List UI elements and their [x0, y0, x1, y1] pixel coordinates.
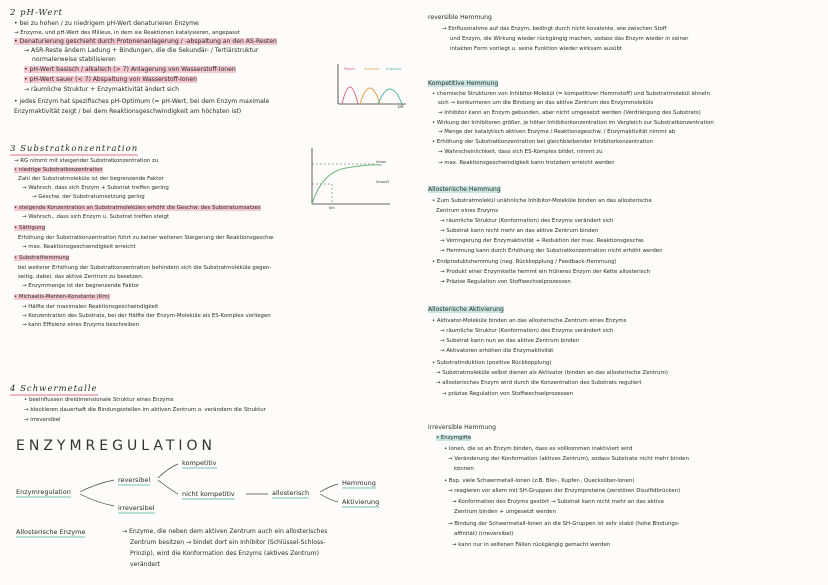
- regulation-connectors: [10, 454, 408, 514]
- komp-line: → Wahrscheinlichkeit, dass sich ES-Komplex bildet, nimmt zu: [438, 149, 603, 155]
- substrat-line: bei weiterer Erhöhung der Substratkonzentration behindern sich die Substratmoleküle gegen-: [18, 265, 272, 271]
- substrat-line: • steigende Konzentration an Substratmolekülen erhöht die Geschw. des Substratumsatzes: [14, 205, 261, 211]
- allo-a-line: → räumliche Struktur (Konformation) des Enzyms verändert sich: [440, 328, 614, 334]
- irrev-line: • Bsp. viele Schwermetall-Ionen (z.B. Blei-, Kupfer-, Quecksilber-Ionen): [444, 478, 635, 484]
- allo-a-line: → allosterisches Enzym wird durch die Konzentration des Substrats reguliert: [436, 380, 642, 386]
- allo-a-line: → Substrat kann nun an das aktive Zentrum binden: [440, 338, 580, 344]
- allo-h-heading: Allosterische Hemmung: [428, 186, 501, 193]
- substrat-line: → Hälfte der maximalen Reaktionsgeschwindigkeit: [22, 304, 159, 310]
- ph-line: → ASR-Reste ändern Ladung + Bindungen, die die Sekundär- / Tertiärstruktur: [24, 47, 259, 54]
- graph-label: Pepsin: [344, 67, 356, 71]
- graph-xlabel: pH: [398, 104, 404, 108]
- substrat-heading: 3 Substratkonzentration: [10, 144, 139, 154]
- graph-label: Km: [329, 206, 335, 210]
- irrev-line: → Bindung der Schwermetall-Ionen an die SH-Gruppen ist sehr stabil (hohe Bindungs-: [448, 521, 680, 527]
- irrev-line: • Ionen, die so an Enzym binden, dass es vollkommen inaktiviert wird: [444, 446, 633, 452]
- allo-h-line: → Produkt einer Enzymkette hemmt ein früheres Enzym der Kette allosterisch: [440, 269, 650, 275]
- regulation-root: Enzymregulation: [16, 488, 71, 496]
- allo-a-line: → Substratmoleküle selbst dienen als Aktivator (binden an das allosterische Zentrum): [436, 370, 668, 376]
- komp-line: • Wirkung der Inhibitoren größer, je höher Inhibitorkonzentration im Vergleich zur Substratkonzentration: [432, 120, 714, 126]
- rev-line: → Einflussnahme auf das Enzym, bedingt durch nicht kovalente, wie zwischen Stoff: [442, 26, 667, 32]
- substrat-line: • Sättigung: [14, 225, 46, 231]
- substrat-line: • Substrathemmung: [14, 255, 70, 261]
- regulation-hemmung: Hemmung: [342, 479, 376, 487]
- allo-h-line: • Zum Substratmolekül unähnliche Inhibitor-Moleküle binden an das allosterische: [432, 198, 652, 204]
- allo-h-line: → Verringerung der Enzymaktivität + Reduktion der max. Reaktionsgeschw.: [440, 238, 645, 244]
- ph-line: • jedes Enzym hat spezifisches pH-Optimum (= pH-Wert, bei dem Enzym maximale: [14, 98, 270, 105]
- komp-line: → max. Reaktionsgeschwindigkeit kann trotzdem erreicht werden: [438, 160, 615, 166]
- ph-line: normalerweise stabilisieren: [32, 56, 116, 63]
- metalle-heading: 4 Schwermetalle: [10, 384, 98, 394]
- substrat-line: seitig, dabei, das aktive Zentrum zu besetzen.: [18, 274, 144, 280]
- irrev-heading: irreversible Hemmung: [428, 424, 496, 431]
- allosteric-line: Prinzip), wird die Konformation des Enzyms (aktives Zentrum): [130, 550, 319, 557]
- graph-label: Arginase: [386, 67, 402, 71]
- allosteric-enzymes-label: Allosterische Enzyme: [16, 528, 86, 536]
- graph-label: Vmax: [376, 160, 387, 164]
- komp-line: → Inhibitor kann an Enzym gebunden, aber nicht umgesetzt werden (Verdrängung des Substrats): [438, 110, 701, 116]
- ph-line: → Enzyme, und pH-Wert des Milieus, in dem sie Reaktionen katalysieren, angepasst: [14, 30, 240, 36]
- substrat-line: → Geschw. der Substratumsetzung gering: [32, 194, 145, 200]
- komp-line: • Erhöhung der Substratkonzentration bei gleichbleibender Inhibitorkonzentration: [432, 139, 654, 145]
- rev-line: und Enzym, die Wirkung wieder rückgängig machen, sodass das Enzym wieder in seiner: [450, 36, 689, 42]
- allosteric-line: Zentrum besitzen → bindet dort ein Inhibitor (Schlüssel-Schloss-: [130, 539, 326, 546]
- regulation-aktivierung: Aktivierung: [342, 498, 380, 506]
- ph-line: • pH-Wert basisch / alkalisch (> 7) Anlagerung von Wasserstoff-Ionen: [24, 66, 236, 73]
- ph-line: • pH-Wert sauer (< 7) Abspaltung von Wasserstoff-Ionen: [24, 76, 197, 83]
- allo-a-line: • Substratinduktion (positive Rückkopplung): [432, 360, 552, 366]
- regulation-allosterisch: allosterisch: [272, 489, 310, 497]
- metalle-line: → blockieren dauerhaft die Bindungsstellen im aktiven Zentrum o. verändern die Struktur: [24, 407, 266, 413]
- rev-line: intakten Form vorliegt u. seine Funktion wieder wirksam ausübt: [450, 46, 622, 52]
- irrev-line: → reagieren vor allem mit SH-Gruppen der Enzymproteine (zerstören Disulfidbrücken): [448, 488, 681, 494]
- komp-line: sich → konkurrieren um die Bindung an das aktive Zentrum des Enzymmoleküls: [438, 100, 654, 106]
- substrat-line: → Enzymmenge ist der begrenzende Faktor: [22, 283, 140, 289]
- substrat-line: → Wahrsch. dass sich Enzym + Substrat treffen gering: [22, 185, 169, 191]
- regulation-nicht-kompetitiv: nicht kompetitiv: [182, 490, 235, 498]
- regulation-reversibel: reversibel: [118, 476, 151, 484]
- substrat-line: → kann Effizienz eines Enzyms beschreiben: [22, 322, 140, 328]
- allo-h-line: Zentrum eines Enzyms: [436, 208, 499, 214]
- metalle-line: → irreversibel: [24, 417, 61, 423]
- allo-a-heading: Allosterische Aktivierung: [428, 306, 504, 313]
- ph-line: → räumliche Struktur + Enzymaktivität ändert sich: [24, 86, 179, 93]
- komp-line: → Menge der katalytisch aktiven Enzyme / Reaktionsgeschw. / Enzymaktivität nimmt ab: [438, 129, 676, 135]
- allo-h-line: → räumliche Struktur (Konformation) des Enzyms verändert sich: [440, 218, 614, 224]
- irrev-line: affinität) (irreversibel): [454, 531, 514, 537]
- allo-h-line: → Hemmung kann durch Erhöhung der Substratkonzentration nicht erhöht werden: [440, 248, 663, 254]
- ph-optimum-graph: [332, 62, 408, 108]
- allo-a-line: → Aktivatoren erhöhen die Enzymaktivität: [440, 348, 554, 354]
- komp-heading: Kompetitive Hemmung: [428, 80, 499, 87]
- substrat-line: • niedrige Substratkonzentration: [14, 167, 103, 173]
- allo-a-line: • Aktivator-Moleküle binden an das allosterische Zentrum eines Enzyms: [432, 318, 627, 324]
- ph-line: Enzymaktivität zeigt / bei dem Reaktionsgeschwindigkeit am höchsten ist): [14, 108, 242, 115]
- komp-line: • chemische Strukturen von Inhibitor-Molekül (= kompetitiver Hemmstoff) und Substratmolekül ähneln: [432, 91, 710, 97]
- irrev-line: können: [454, 466, 474, 472]
- ph-line: • Denaturierung geschieht durch Protonenanlagerung / -abspaltung an den AS-Resten: [14, 38, 277, 45]
- allo-h-line: → Präzise Regulation von Stoffwechselprozessen: [440, 279, 571, 285]
- rev-heading: reversible Hemmung: [428, 14, 492, 21]
- ph-heading: 2 pH-Wert: [10, 8, 63, 18]
- irrev-line: → Konformation des Enzyms gestört → Substrat kann nicht mehr an das aktive: [452, 499, 664, 505]
- allo-h-line: → Substrat kann nicht mehr an das aktive Zentrum binden: [440, 228, 599, 234]
- irrev-line: Zentrum binden + umgesetzt werden: [454, 509, 556, 515]
- allo-a-line: → präzise Regulation von Stoffwechselprozessen: [442, 391, 574, 397]
- allosteric-line: verändert: [130, 561, 160, 568]
- regulation-irreversibel: irreversibel: [118, 504, 155, 512]
- metalle-line: • beeinflussen dreidimensionale Struktur eines Enzyms: [24, 397, 174, 403]
- substrat-line: Zahl der Substratmoleküle ist der begrenzende Faktor: [18, 176, 164, 182]
- allo-h-line: • Endproduktshemmung (neg. Rückkopplung / Feedback-Hemmung): [432, 259, 617, 265]
- graph-label: Amylase: [364, 67, 379, 71]
- substrat-line: • Michaelis-Menten-Konstante (Km): [14, 294, 110, 300]
- substrat-line: → Wahrsch., dass sich Enzym u. Substrat treffen steigt: [22, 214, 170, 220]
- regulation-kompetitiv: kompetitiv: [182, 459, 217, 467]
- ph-line: • bei zu hohen / zu niedrigem pH-Wert denaturieren Enzyme: [14, 20, 199, 27]
- substrat-line: → Konzentration des Substrats, bei der Hälfte der Enzym-Moleküle als ES-Komplex vorliegen: [22, 313, 271, 319]
- irrev-line: → Veränderung der Konformation (aktives Zentrum), sodass Substrate nicht mehr binden: [448, 456, 689, 462]
- allosteric-line: → Enzyme, die neben dem aktiven Zentrum auch ein allosterisches: [122, 528, 328, 535]
- substrat-line: → RG nimmt mit steigender Substratkonzentration zu: [14, 158, 159, 164]
- graph-label: Vmax/2: [376, 180, 390, 184]
- substrat-line: → max. Reaktionsgeschwindigkeit erreicht: [22, 244, 136, 250]
- substrat-line: Erhöhung der Substratkonzentration führt zu keiner weiteren Steigerung der Reaktionsgeschw.: [18, 235, 275, 241]
- irrev-sub: • Enzymgifte: [436, 435, 472, 441]
- saturation-graph: [306, 146, 392, 210]
- irrev-line: → kann nur in seltenen Fällen rückgängig gemacht werden: [452, 542, 611, 548]
- regulation-title: ENZYMREGULATION: [16, 438, 216, 454]
